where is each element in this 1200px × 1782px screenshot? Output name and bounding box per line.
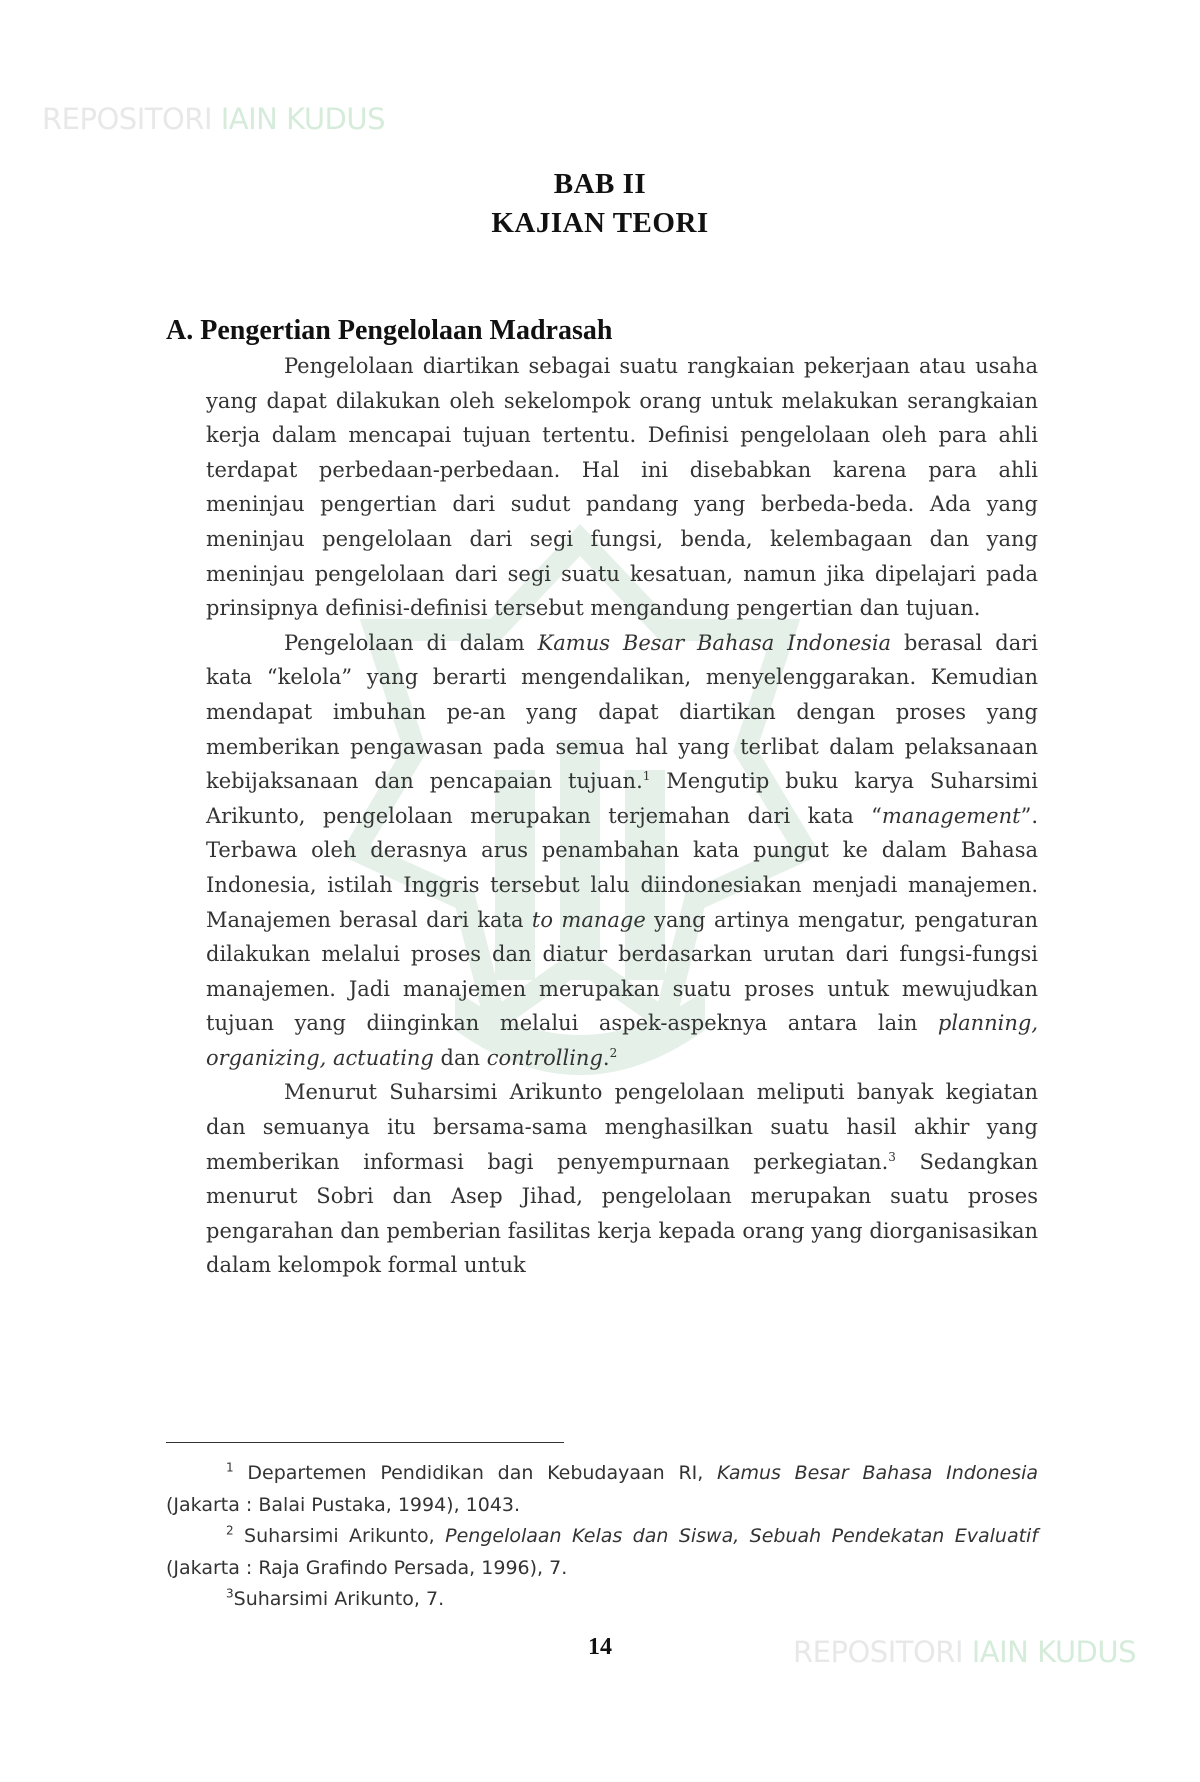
footnote-1: $^1$ Departemen Pendidikan dan Kebudayaan RI, Kamus Besar Bahasa Indonesia (Jakarta : Balai Pustaka, 1994), 1043. (166, 1460, 1038, 1516)
watermark-institution-text: IAIN KUDUS (971, 1635, 1137, 1669)
section-heading: A. Pengertian Pengelolaan Madrasah (166, 315, 613, 346)
paragraph-3: Menurut Suharsimi Arikunto pengelolaan meliputi banyak kegiatan dan semuanya itu bersama-sama menghasilkan suatu hasil akhir yang memberikan informasi bagi penyempurnaan perkegiatan.$^3$ Sedangkan menurut Sobri dan Asep Jihad, pengelolaan merupakan suatu proses pengarahan dan pemberian fasilitas kerja kepada orang yang diorganisasikan dalam kelompok formal untuk (206, 1080, 1038, 1278)
footnotes (166, 1458, 1038, 1616)
watermark-repositori-text: REPOSITORI (793, 1635, 963, 1669)
footnote-ref: 1 (642, 769, 651, 784)
chapter-number: BAB II (553, 168, 647, 200)
paragraph-2: Pengelolaan di dalam Kamus Besar Bahasa Indonesia berasal dari kata “kelola” yang berarti mengendalikan, menyelenggarakan. Kemudian mendapat imbuhan pe-an yang dapat diartikan dengan proses yang memberikan pengawasan pada semua hal yang terlibat dalam pelaksanaan kebijaksanaan dan pencapaian tujuan.$^1$ Mengutip buku karya Suharsimi Arikunto, pengelolaan merupakan terjemahan dari kata “management”. Terbawa oleh derasnya arus penambahan kata pungut ke dalam Bahasa Indonesia, istilah Inggris tersebut lalu diindonesiakan menjadi manajemen. Manajemen berasal dari kata to manage yang artinya mengatur, pengaturan dilakukan melalui proses dan diatur berdasarkan urutan dari fungsi-fungsi manajemen. Jadi manajemen merupakan suatu proses untuk mewujudkan tujuan yang diinginkan melalui aspek-aspeknya antara lain planning, organizing, actuating dan controlling.$^2$ (206, 630, 1039, 1070)
footnote-ref: 2 (609, 1045, 618, 1060)
chapter-title: KAJIAN TEORI (491, 207, 709, 239)
paragraph-1: Pengelolaan diartikan sebagai suatu rangkaian pekerjaan atau usaha yang dapat dilakukan oleh sekelompok orang untuk melakukan serangkaian kerja dalam mencapai tujuan tertentu. Definisi pengelolaan oleh para ahli terdapat perbedaan-perbedaan. Hal ini disebabkan karena para ahli meninjau pengertian dari sudut pandang yang berbeda-beda. Ada yang meninjau pengelolaan dari segi fungsi, benda, kelembagaan dan yang meninjau pengelolaan dari segi suatu kesatuan, namun jika dipelajari pada prinsipnya definisi-definisi tersebut mengandung pengertian dan tujuan. (206, 354, 1038, 621)
watermark-repositori-text: REPOSITORI (42, 102, 212, 136)
italic-term: controlling (486, 1045, 603, 1070)
italic-term: Kamus Besar Bahasa Indonesia (537, 630, 892, 655)
footnote-ref: 3 (888, 1149, 896, 1164)
italic-term: planning, organizing, actuating (206, 1011, 1038, 1070)
page-number: 14 (588, 1634, 612, 1660)
footnote-divider (166, 1442, 564, 1443)
watermark-institution-text: IAIN KUDUS (220, 102, 386, 136)
italic-term: management (881, 803, 1021, 828)
body-text (206, 349, 1038, 1283)
italic-term: to manage (531, 907, 646, 932)
footnote-2: $^2$ Suharsimi Arikunto, Pengelolaan Kelas dan Siswa, Sebuah Pendekatan Evaluatif (Jakarta : Raja Grafindo Persada, 1996), 7. (166, 1523, 1039, 1579)
footnote-3: $^3$Suharsimi Arikunto, 7. (226, 1586, 445, 1610)
